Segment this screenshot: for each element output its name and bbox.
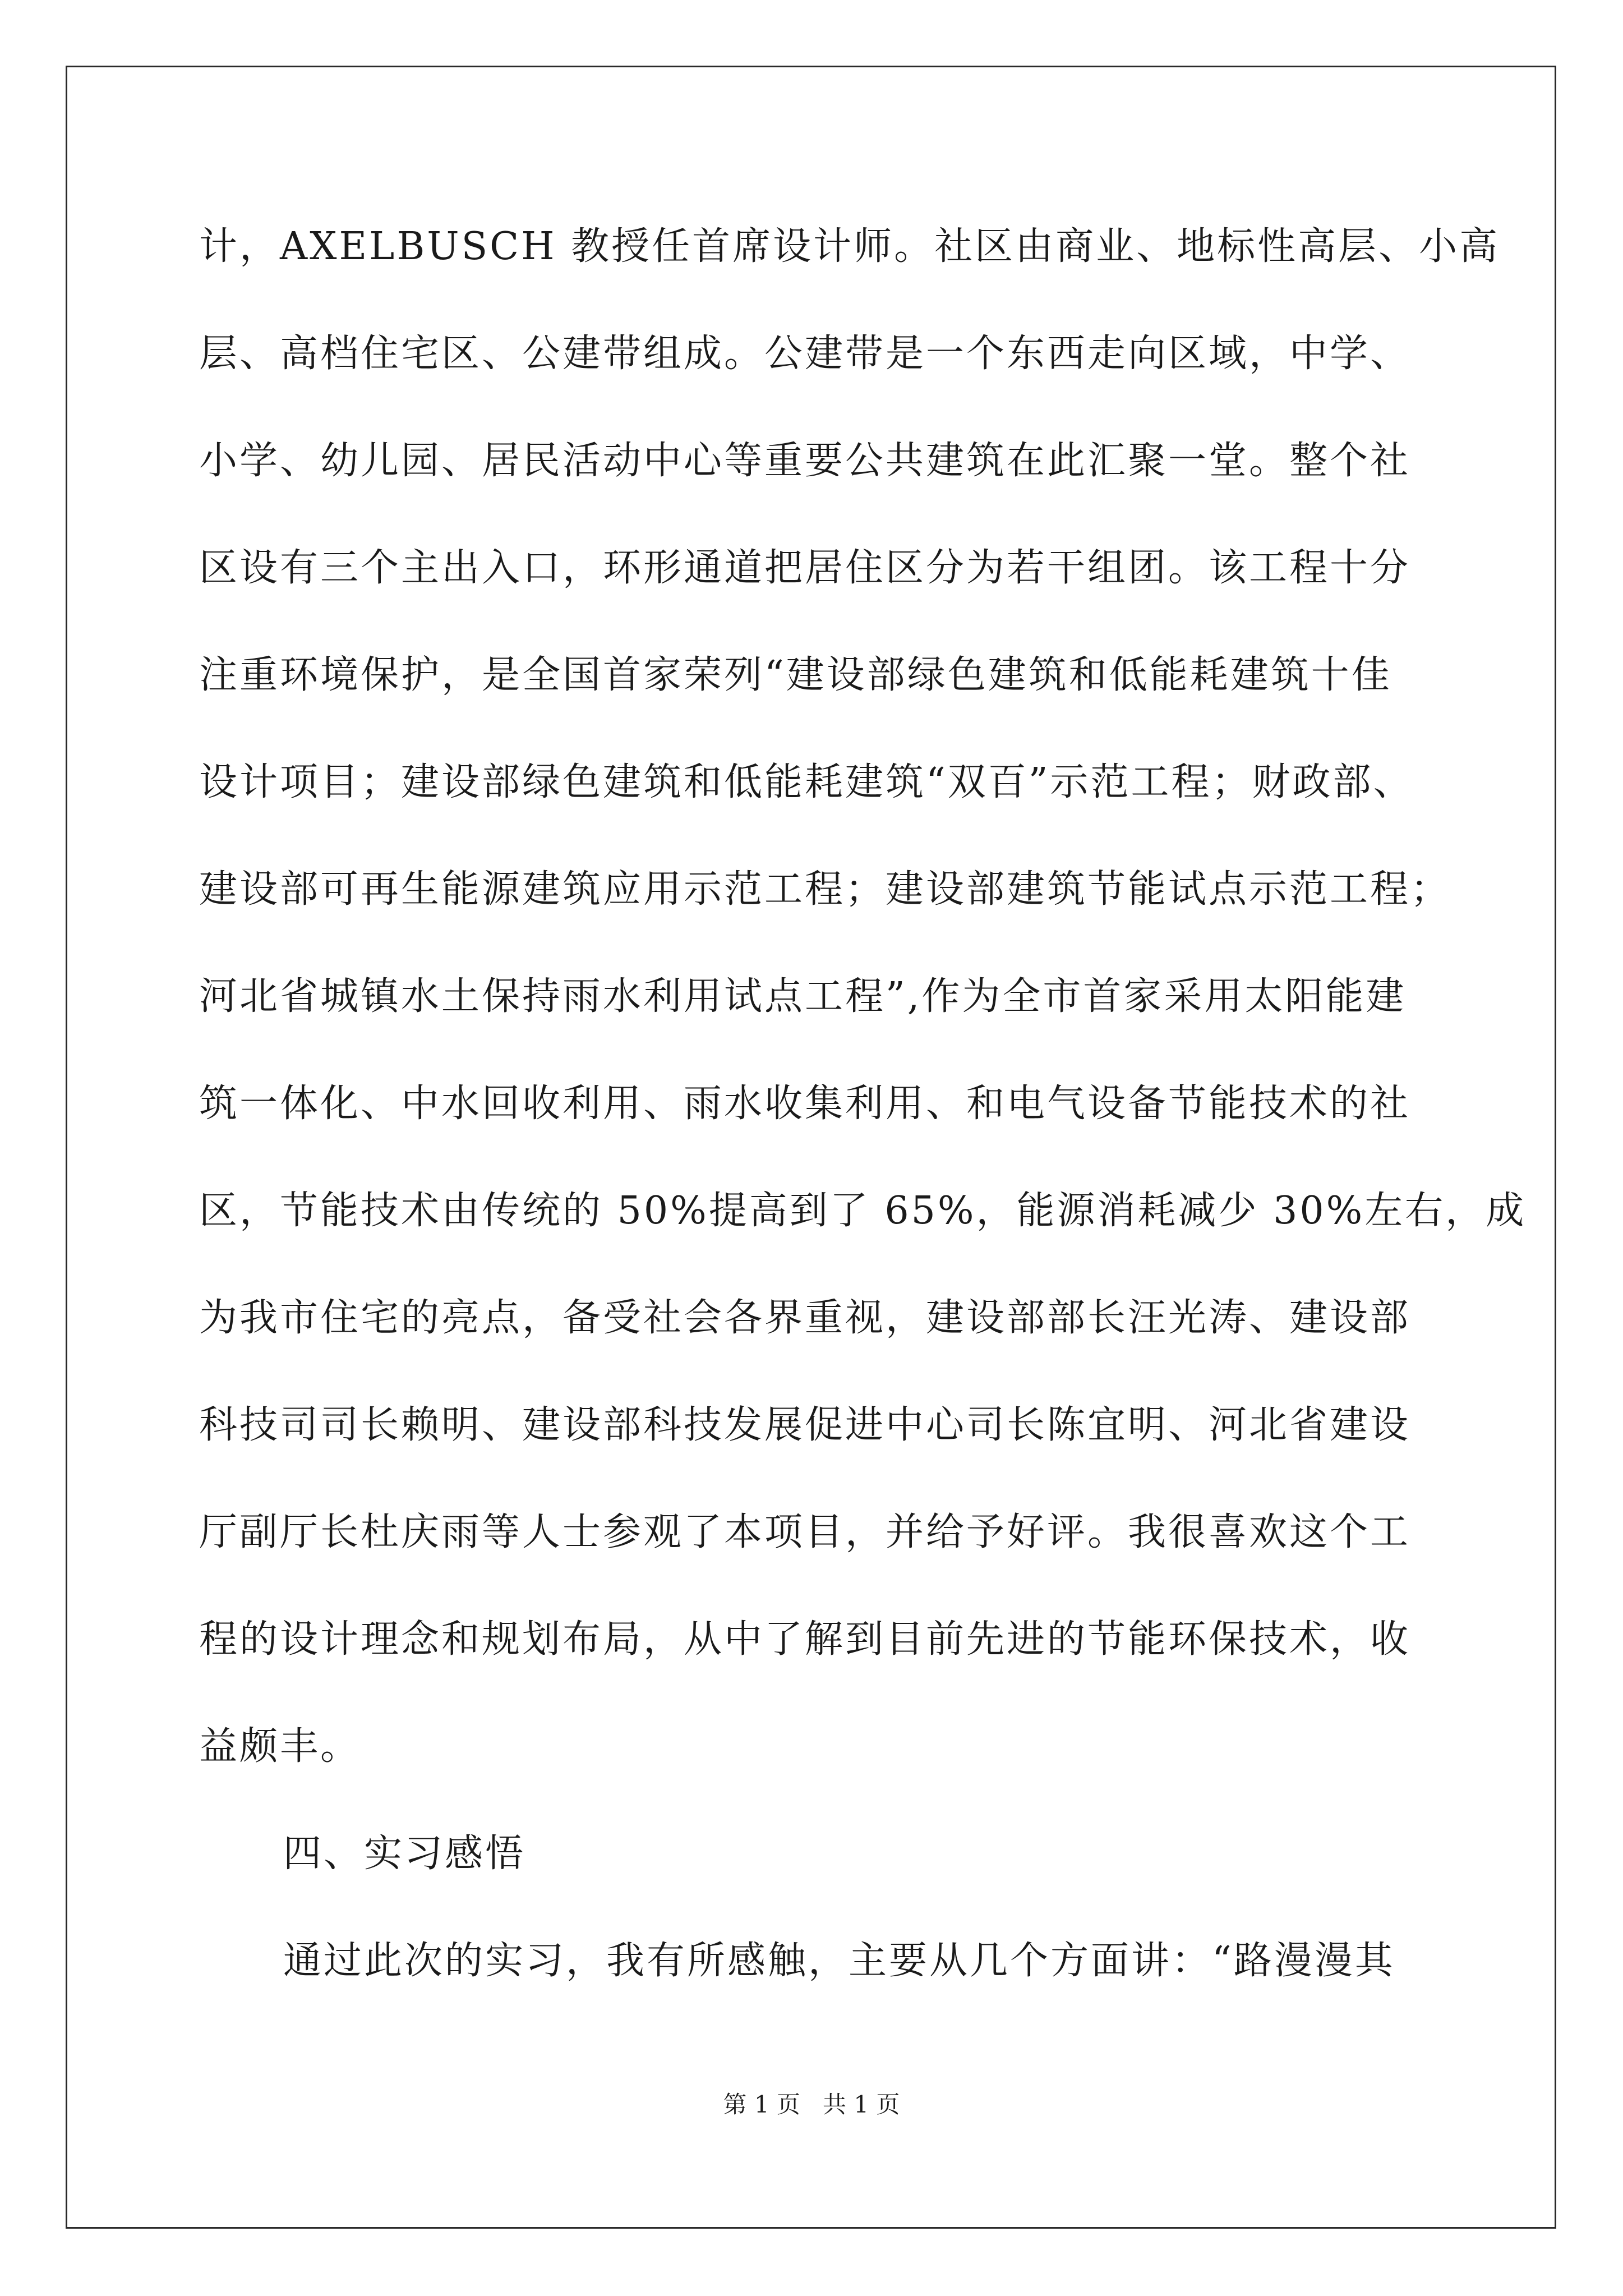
body-line: 为我市住宅的亮点，备受社会各界重视，建设部部长汪光涛、建设部: [199, 1296, 1411, 1340]
body-line: 科技司司长赖明、建设部科技发展促进中心司长陈宜明、河北省建设: [199, 1403, 1411, 1447]
body-line: 设计项目；建设部绿色建筑和低能耗建筑“双百”示范工程；财政部、: [199, 760, 1414, 804]
page-number-footer: 第 1 页 共 1 页: [723, 2091, 900, 2118]
page-border: [66, 66, 1556, 2229]
body-line: 注重环境保护，是全国首家荣列“建设部绿色建筑和低能耗建筑十佳: [199, 653, 1392, 697]
body-line: 区，节能技术由传统的 50%提高到了 65%，能源消耗减少 30%左右，成: [199, 1189, 1527, 1233]
body-line: 区设有三个主出入口，环形通道把居住区分为若干组团。该工程十分: [199, 546, 1411, 590]
body-line: 益颇丰。: [199, 1724, 361, 1769]
body-line: 河北省城镇水土保持雨水利用试点工程”,作为全市首家采用太阳能建: [199, 974, 1407, 1019]
section-heading: 四、实习感悟: [283, 1832, 526, 1876]
body-line: 小学、幼儿园、居民活动中心等重要公共建筑在此汇聚一堂。整个社: [199, 439, 1411, 483]
body-line: 层、高档住宅区、公建带组成。公建带是一个东西走向区域，中学、: [199, 332, 1411, 376]
body-line: 筑一体化、中水回收利用、雨水收集利用、和电气设备节能技术的社: [199, 1082, 1411, 1126]
body-line: 厅副厅长杜庆雨等人士参观了本项目，并给予好评。我很喜欢这个工: [199, 1510, 1411, 1554]
paragraph-first-line: 通过此次的实习，我有所感触，主要从几个方面讲：“路漫漫其: [283, 1939, 1395, 1983]
body-line: 程的设计理念和规划布局，从中了解到目前先进的节能环保技术，收: [199, 1617, 1411, 1662]
body-line: 建设部可再生能源建筑应用示范工程；建设部建筑节能试点示范工程；: [199, 867, 1451, 912]
body-line: 计，AXELBUSCH 教授任首席设计师。社区由商业、地标性高层、小高: [199, 224, 1500, 269]
